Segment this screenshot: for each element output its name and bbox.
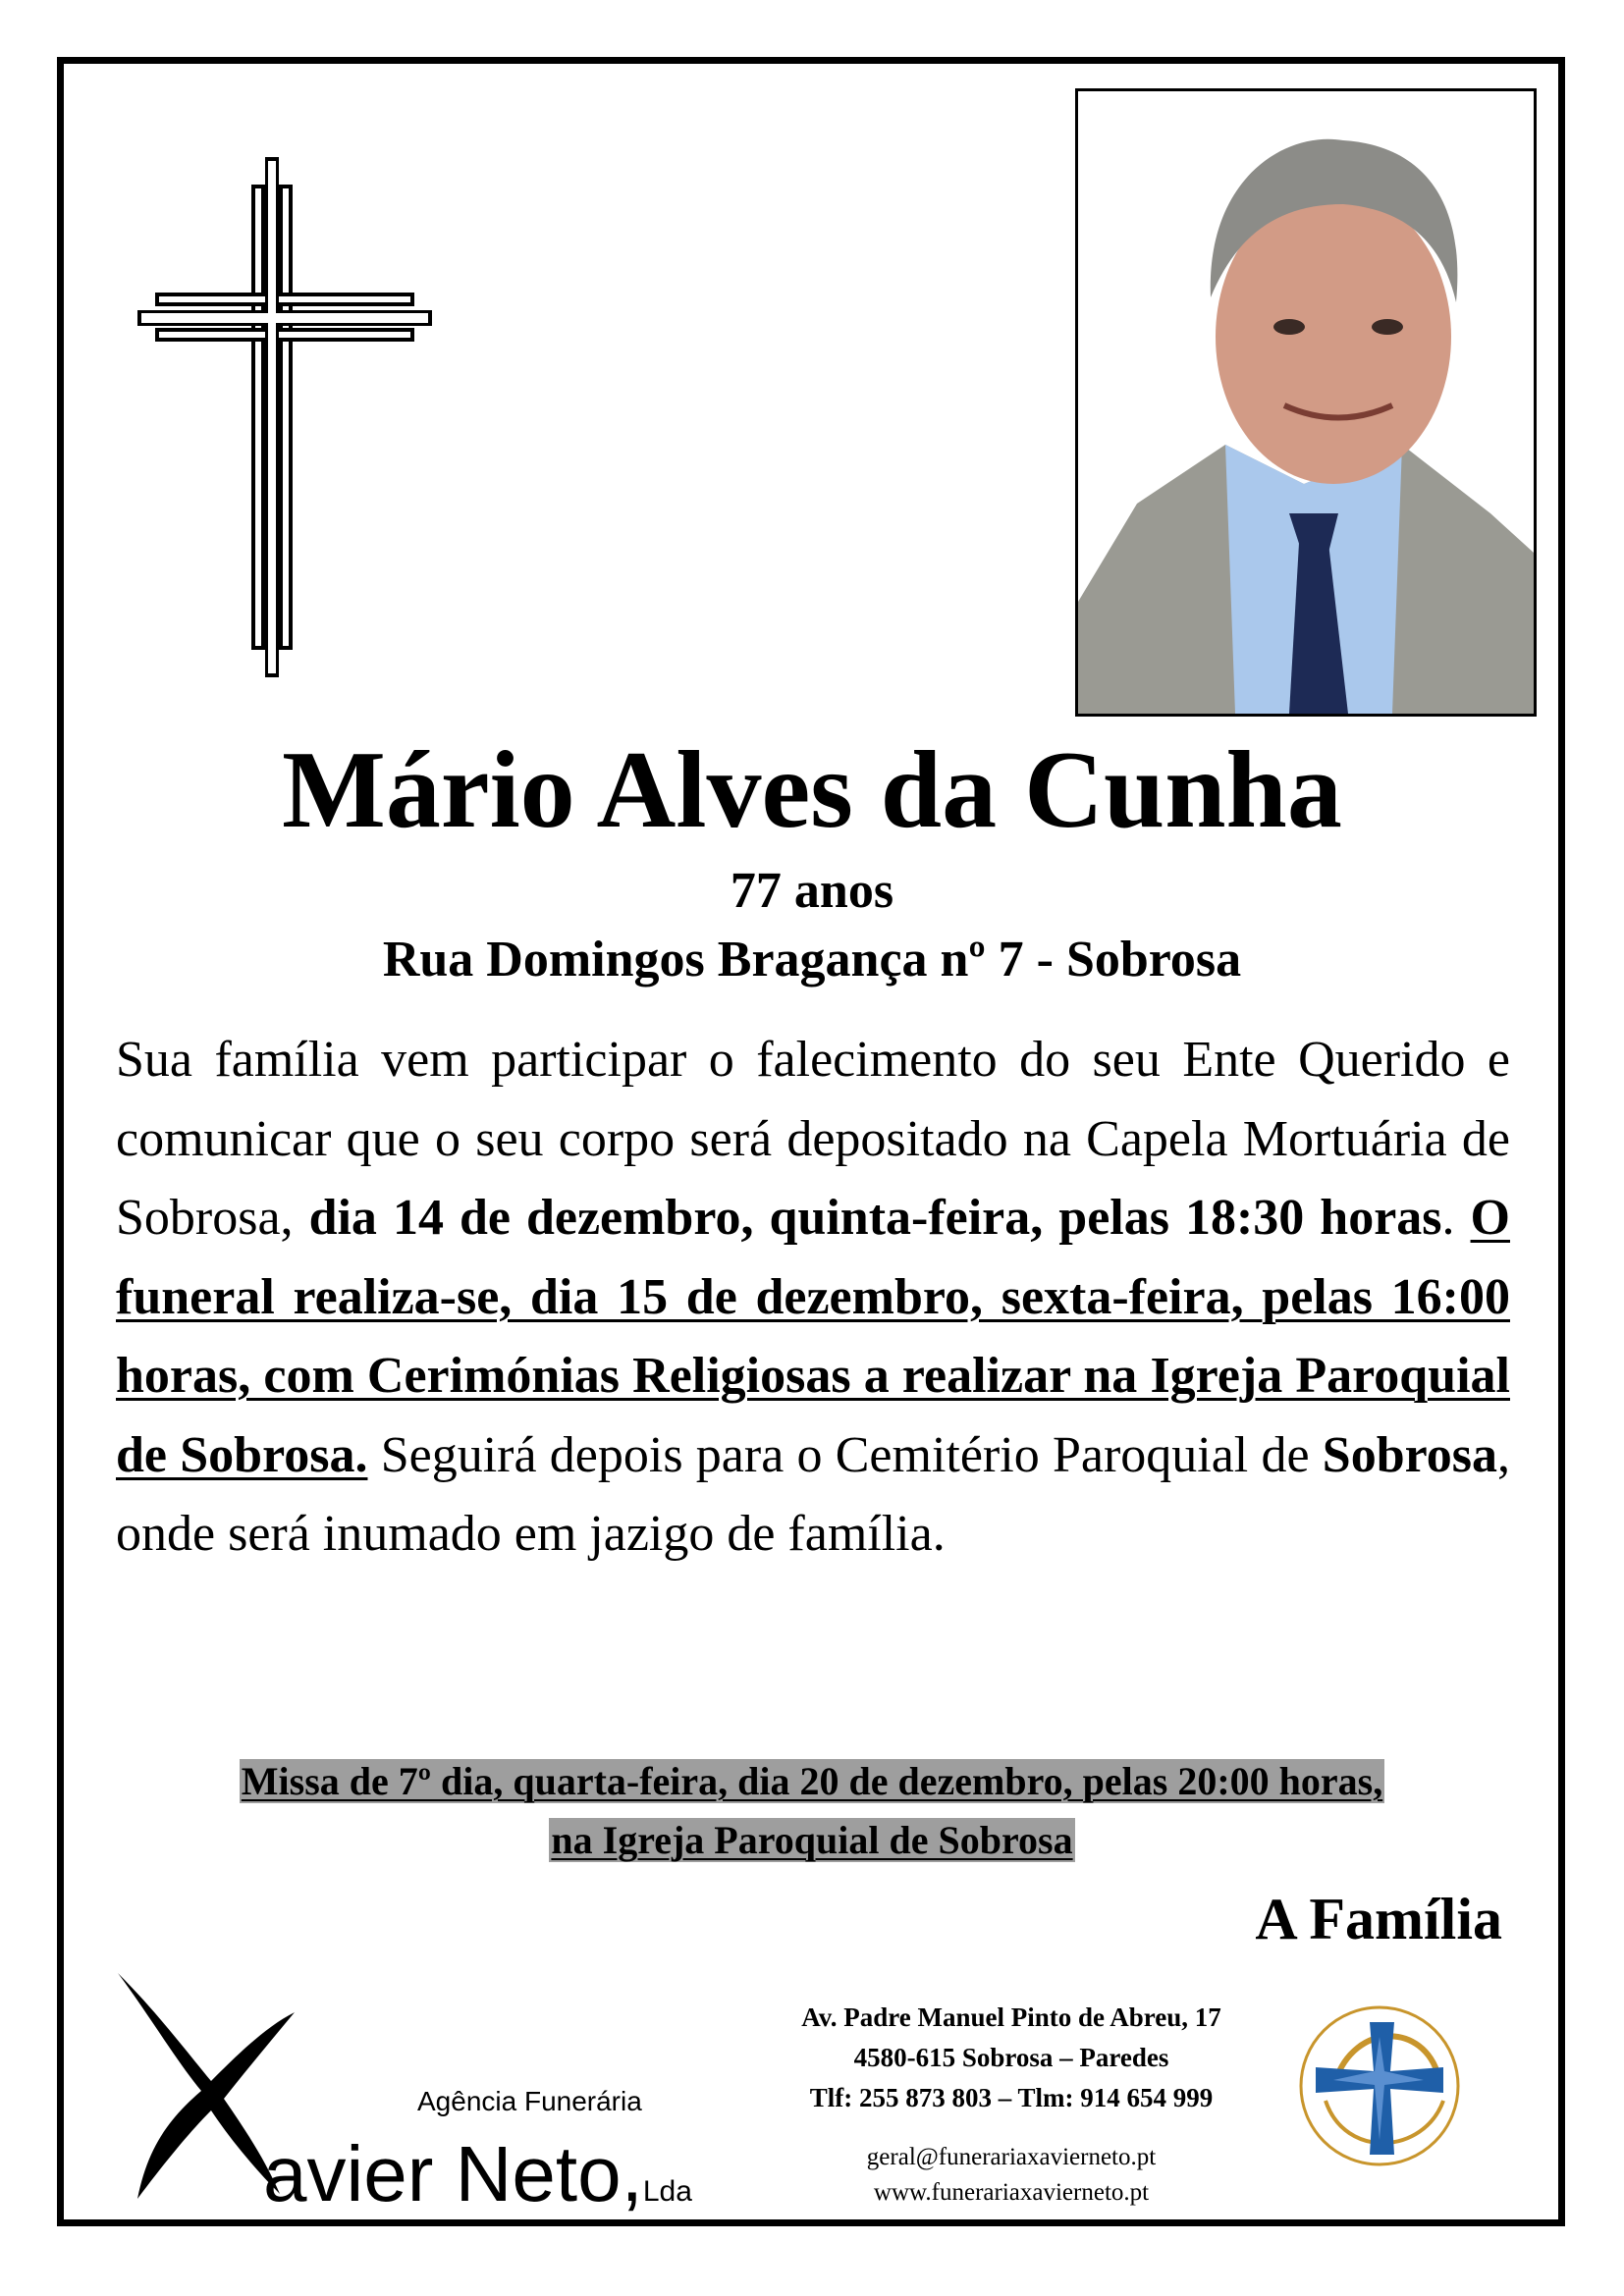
agency-email: geral@funerariaxavierneto.pt [866, 2144, 1157, 2170]
agency-web-contacts [756, 2140, 1267, 2211]
deceased-name: Mário Alves da Cunha [282, 729, 1342, 851]
deceased-address: Rua Domingos Bragança nº 7 - Sobrosa [382, 932, 1242, 988]
agency-suffix: Lda [642, 2175, 692, 2208]
agency-name-text: avier Neto, [263, 2130, 643, 2217]
signature: A Família [1255, 1887, 1502, 1951]
cemetery-place: Sobrosa [1322, 1426, 1498, 1483]
notice-text-part: Seguirá depois para o Cemitério Paroquial de [367, 1426, 1323, 1483]
mass-line-2: na Igreja Paroquial de Sobrosa [551, 1818, 1073, 1862]
portrait-image [1078, 91, 1534, 714]
funeral-details: O funeral realiza-se, dia 15 de dezembro, sexta-feira, pelas 16:00 horas, com Cerimónias Religiosas a realizar na Igreja Paroquial de Sobrosa. [116, 1190, 1510, 1483]
deceased-age: 77 anos [730, 863, 894, 919]
cross-icon [137, 157, 432, 677]
notice-text [116, 1021, 1510, 1575]
wake-details: dia 14 de dezembro, quinta-feira, pelas 18:30 horas [308, 1190, 1442, 1246]
agency-address-line1: Av. Padre Manuel Pinto de Abreu, 17 [801, 2002, 1221, 2032]
mass-line-1: Missa de 7º dia, quarta-feira, dia 20 de dezembro, pelas 20:00 horas, [241, 1759, 1383, 1803]
mass-announcement [0, 1752, 1624, 1870]
association-seal-icon [1276, 1983, 1483, 2189]
agency-website: www.funerariaxavierneto.pt [873, 2179, 1150, 2206]
notice-text-part: , onde será inumado em jazigo de família. [116, 1426, 1511, 1562]
portrait-photo [1075, 88, 1537, 717]
agency-contacts [756, 1998, 1267, 2118]
agency-address-line2: 4580-615 Sobrosa – Paredes [853, 2043, 1169, 2072]
agency-tagline: Agência Funerária [417, 2086, 642, 2116]
notice-text-part: Sua família vem participar o falecimento do seu Ente Querido e comunicar que o seu corpo será depositado na Capela Mortuária de Sobrosa, [116, 1032, 1510, 1246]
notice-text-part: . [1441, 1190, 1471, 1246]
agency-phones: Tlf: 255 873 803 – Tlm: 914 654 999 [809, 2083, 1214, 2112]
agency-name [263, 2130, 692, 2236]
